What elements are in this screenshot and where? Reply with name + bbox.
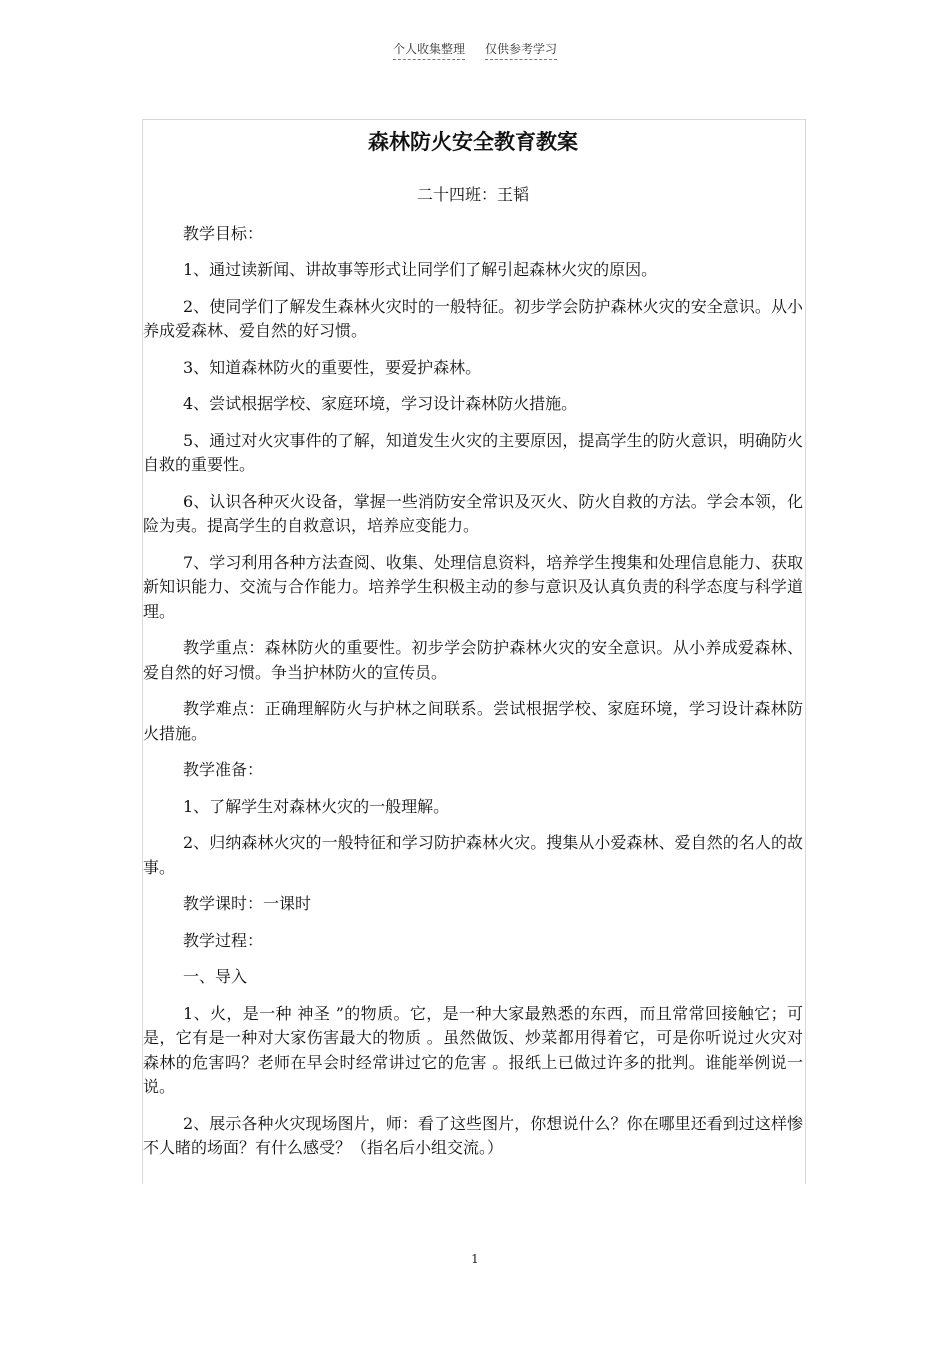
paragraph-class-hours: 教学课时：一课时 — [183, 894, 312, 913]
paragraph-objective-4: 4、尝试根据学校、家庭环境，学习设计森林防火措施。 — [183, 394, 578, 413]
paragraph-objective-2: 2、使同学们了解发生森林火灾时的一般特征。初步学会防护森林火灾的安全意识。从小养成爱森林、爱自然的好习惯。 — [143, 296, 803, 340]
paragraph-key-points: 教学重点：森林防火的重要性。初步学会防护森林火灾的安全意识。从小养成爱森林、爱自然的好习惯。争当护林防火的宣传员。 — [143, 638, 803, 682]
paragraph-section-intro: 一、导入 — [183, 967, 248, 986]
paragraph-objectives-heading: 教学目标： — [183, 223, 264, 243]
paragraph-preparation-2: 2、归纳森林火灾的一般特征和学习防护森林火灾。搜集从小爱森林、爱自然的名人的故事。 — [143, 833, 803, 877]
paragraph-difficulties: 教学难点：正确理解防火与护林之间联系。尝试根据学校、家庭环境，学习设计森林防火措施。 — [143, 699, 803, 743]
paragraph-preparation-1: 1、了解学生对森林火灾的一般理解。 — [183, 796, 450, 816]
header-left-text: 个人收集整理 — [393, 40, 465, 60]
paragraph-objective-1: 1、通过读新闻、讲故事等形式让同学们了解引起森林火灾的原因。 — [183, 260, 658, 279]
paragraph-process-heading: 教学过程： — [183, 930, 264, 950]
paragraph-objective-6: 6、认识各种灭火设备，掌握一些消防安全常识及灭火、防火自救的方法。学会本领，化险为夷。提高学生的自救意识，培养应变能力。 — [143, 491, 803, 535]
paragraph-objective-5: 5、通过对火灾事件的了解，知道发生火灾的主要原因，提高学生的防火意识，明确防火自救的重要性。 — [143, 430, 803, 474]
document-author: 二十四班：王韬 — [416, 185, 529, 204]
header-right-text: 仅供参考学习 — [485, 40, 557, 60]
page-header — [0, 40, 950, 60]
paragraph-intro-1: 1、火，是一种 神圣 ”的物质。它，是一种大家最熟悉的东西，而且常常回接触它；可是，它有是一种对大家伤害最大的物质 。虽然做饭、炒菜都用得着它，可是你听说过火灾对森林的危害吗？老师在早会时经常讲过它的危害 。报纸上已做过许多的批判。谁能举例说一说。 — [143, 1003, 803, 1096]
paragraph-intro-2: 2、展示各种火灾现场图片，师：看了这些图片，你想说什么？你在哪里还看到过这样惨不人睹的场面？有什么感受？（指名后小组交流。） — [143, 1113, 803, 1157]
document-body — [143, 127, 803, 1161]
paragraph-preparation-heading: 教学准备： — [183, 760, 264, 779]
page-number: 1 — [471, 1252, 479, 1266]
paragraph-objective-3: 3、知道森林防火的重要性，要爱护森林。 — [183, 357, 482, 377]
paragraph-objective-7: 7、学习利用各种方法查阅、收集、处理信息资料，培养学生搜集和处理信息能力、获取新知识能力、交流与合作能力。培养学生积极主动的参与意识及认真负责的科学态度与科学道理。 — [143, 552, 803, 621]
document-title: 森林防火安全教育教案 — [368, 129, 578, 154]
